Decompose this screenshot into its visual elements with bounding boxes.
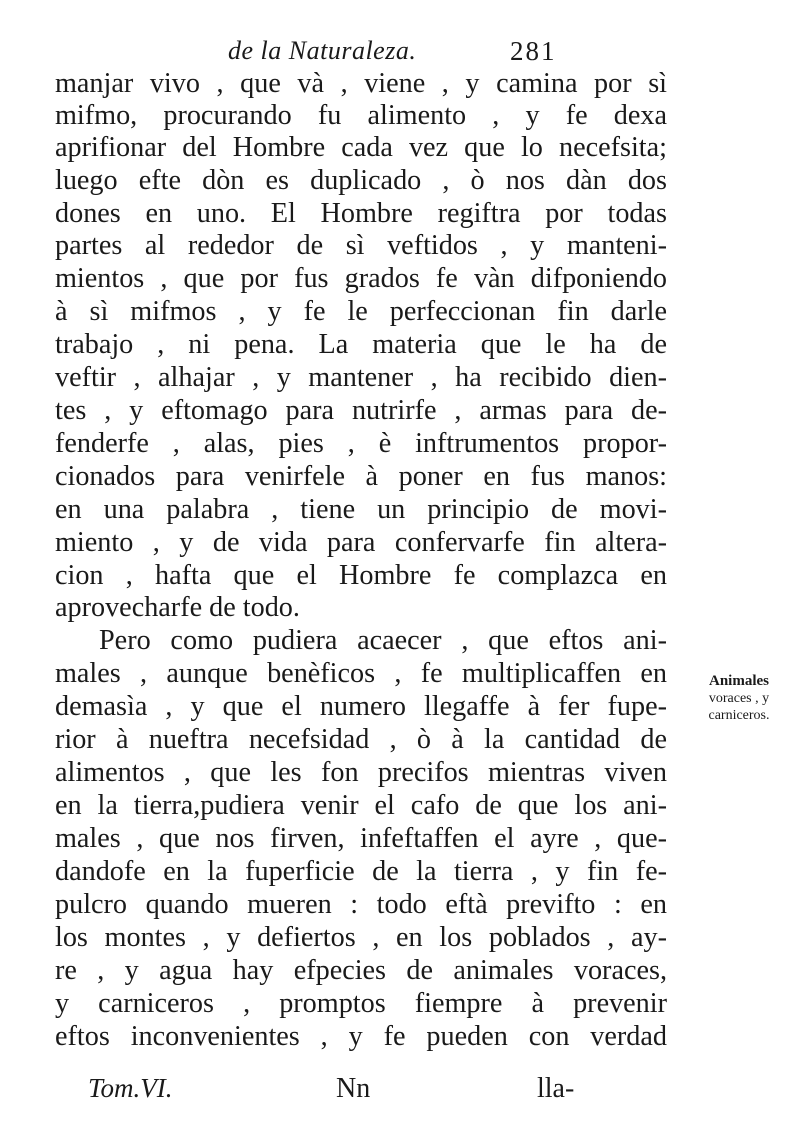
text-line: trabajo , ni pena. La materia que le ha de [55,329,667,360]
running-head: de la Naturaleza. [228,36,417,65]
text-line: veftir , alhajar , y mantener , ha recibido dien- [55,362,667,393]
text-line: mifmo, procurando fu alimento , y fe dexa [55,100,667,131]
margin-note-line: carniceros. [708,708,770,723]
catchword: lla- [537,1073,575,1104]
paragraph-first-line: Pero como pudiera acaecer , que eftos ani- [99,625,667,656]
text-line: manjar vivo , que và , viene , y camina por sì [55,68,667,99]
text-line: mientos , que por fus grados fe vàn difponiendo [55,263,667,294]
volume-signature: Tom.VI. [88,1073,173,1103]
text-line: eftos inconvenientes , y fe pueden con verdad [55,1021,667,1052]
margin-note-line: Animales [709,673,769,689]
text-line: cionados para venirfele à poner en fus manos: [55,461,667,492]
text-line: à sì mifmos , y fe le perfeccionan fin darle [55,296,667,327]
text-line: cion , hafta que el Hombre fe complazca en [55,560,667,591]
text-line: fenderfe , alas, pies , è inftrumentos propor- [55,428,667,459]
text-line: aprifionar del Hombre cada vez que lo necefsita; [55,132,667,163]
text-line: re , y agua hay efpecies de animales voraces, [55,955,667,986]
text-line: males , que nos firven, infeftaffen el ayre , que- [55,823,667,854]
text-line: y carniceros , promptos fiempre à prevenir [55,988,667,1019]
signature-mark: Nn [336,1073,371,1104]
text-line: tes , y eftomago para nutrirfe , armas para de- [55,395,667,426]
text-line: pulcro quando mueren : todo eftà previfto : en [55,889,667,920]
text-line: aprovecharfe de todo. [55,592,300,623]
text-line: partes al rededor de sì veftidos , y manteni- [55,230,667,261]
text-line: miento , y de vida para confervarfe fin altera- [55,527,667,558]
text-line: luego efte dòn es duplicado , ò nos dàn dos [55,165,667,196]
text-line: los montes , y defiertos , en los poblados , ay- [55,922,667,953]
text-line: demasìa , y que el numero llegaffe à fer fupe- [55,691,667,722]
page-number: 281 [510,36,557,66]
margin-note-line: voraces , y [708,691,770,706]
text-line: dandofe en la fuperficie de la tierra , y fin fe- [55,856,667,887]
text-line: alimentos , que les fon precifos mientras viven [55,757,667,788]
text-line: rior à nueftra necefsidad , ò à la cantidad de [55,724,667,755]
text-line: males , aunque benèficos , fe multiplicaffen en [55,658,667,689]
text-line: dones en uno. El Hombre regiftra por todas [55,198,667,229]
text-line: en la tierra,pudiera venir el cafo de que los ani- [55,790,667,821]
text-line: en una palabra , tiene un principio de movi- [55,494,667,525]
margin-note [684,673,794,724]
